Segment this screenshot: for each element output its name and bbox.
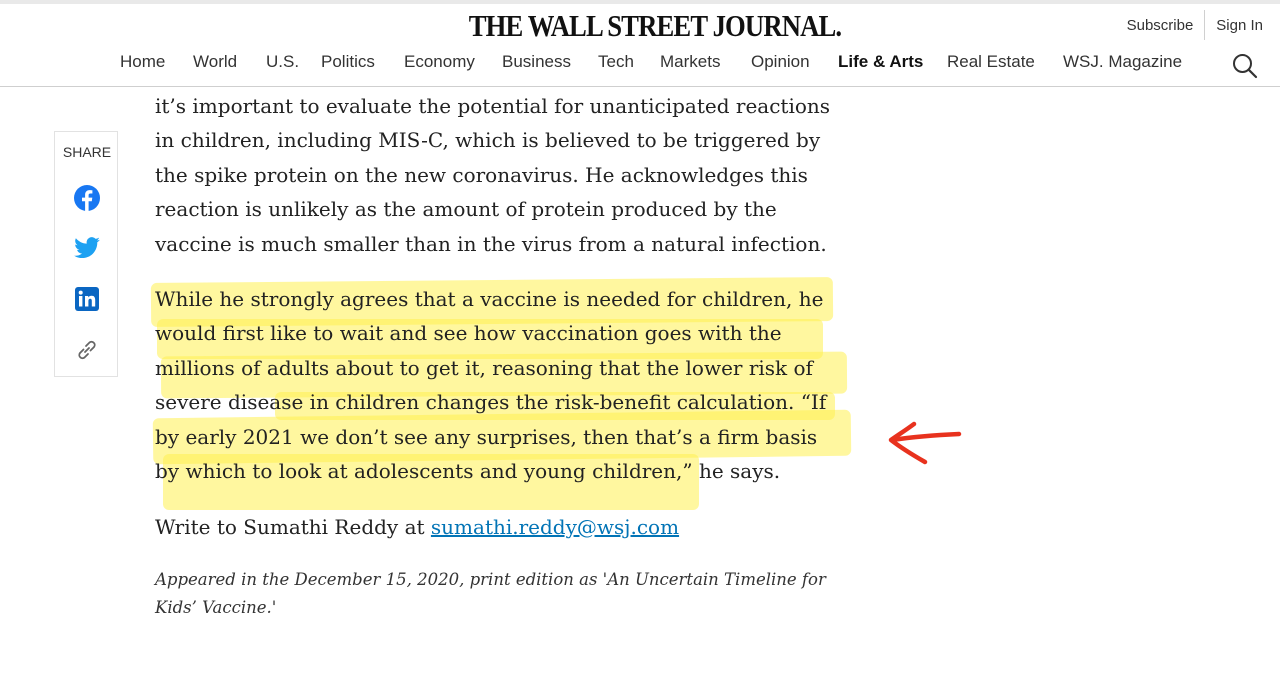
nav-home[interactable]: Home (120, 52, 166, 71)
account-divider (1204, 10, 1205, 40)
nav-life-arts[interactable]: Life & Arts (838, 52, 924, 71)
paragraph-line: severe disease in children changes the risk-benefit calculation. “If (155, 390, 827, 415)
linkedin-icon[interactable] (73, 285, 101, 313)
share-panel (54, 131, 118, 377)
top-border (0, 0, 1280, 4)
sign-in-link[interactable]: Sign In (1216, 16, 1263, 34)
search-icon[interactable] (1231, 52, 1259, 80)
nav-markets[interactable]: Markets (660, 52, 721, 71)
author-contact (155, 510, 679, 544)
link-icon[interactable] (73, 336, 101, 364)
paragraph-line: vaccine is much smaller than in the virus from a natural infection. (155, 231, 827, 256)
nav-world[interactable]: World (193, 52, 238, 71)
main-nav (0, 52, 1280, 78)
print-edition-line: Kids’ Vaccine.' (155, 598, 277, 617)
twitter-icon[interactable] (73, 234, 101, 262)
paragraph-2-highlighted (155, 282, 826, 488)
paragraph-line: in children, including MIS-C, which is believed to be triggered by (155, 128, 821, 153)
paragraph-line: millions of adults about to get it, reasoning that the lower risk of (155, 355, 813, 380)
paragraph-line: While he strongly agrees that a vaccine is needed for children, he (155, 287, 824, 311)
nav-us[interactable]: U.S. (266, 52, 300, 71)
paragraph-line: the spike protein on the new coronavirus. He acknowledges this (155, 162, 808, 187)
nav-wsj-magazine[interactable]: WSJ. Magazine (1063, 52, 1183, 71)
nav-real-estate[interactable]: Real Estate (947, 52, 1035, 71)
paragraph-line: it’s important to evaluate the potential for unanticipated reactions (155, 94, 831, 118)
author-contact-text: Write to Sumathi Reddy at (155, 515, 431, 539)
nav-politics[interactable]: Politics (321, 52, 375, 71)
account-links (1127, 10, 1263, 40)
paragraph-line: by early 2021 we don’t see any surprises, then that’s a firm basis (155, 424, 818, 449)
nav-business[interactable]: Business (502, 52, 571, 71)
paragraph-line: would first like to wait and see how vaccination goes with the (155, 321, 782, 346)
nav-opinion[interactable]: Opinion (751, 52, 810, 71)
author-email-link[interactable]: sumathi.reddy@wsj.com (430, 515, 680, 539)
nav-tech[interactable]: Tech (598, 52, 634, 71)
share-label: SHARE (62, 144, 112, 160)
print-edition-note (155, 566, 826, 622)
masthead-logo[interactable]: THE WALL STREET JOURNAL. (468, 8, 842, 43)
facebook-icon[interactable] (73, 184, 101, 212)
paragraph-1 (155, 89, 830, 261)
paragraph-line: reaction is unlikely as the amount of protein produced by the (155, 197, 777, 222)
annotation-arrow-icon (884, 418, 966, 468)
paragraph-line: by which to look at adolescents and young children,” he says. (155, 459, 781, 484)
header-divider (0, 86, 1280, 87)
nav-economy[interactable]: Economy (404, 52, 475, 71)
subscribe-link[interactable]: Subscribe (1126, 16, 1194, 34)
print-edition-line: Appeared in the December 15, 2020, print edition as 'An Uncertain Timeline for (155, 570, 826, 589)
